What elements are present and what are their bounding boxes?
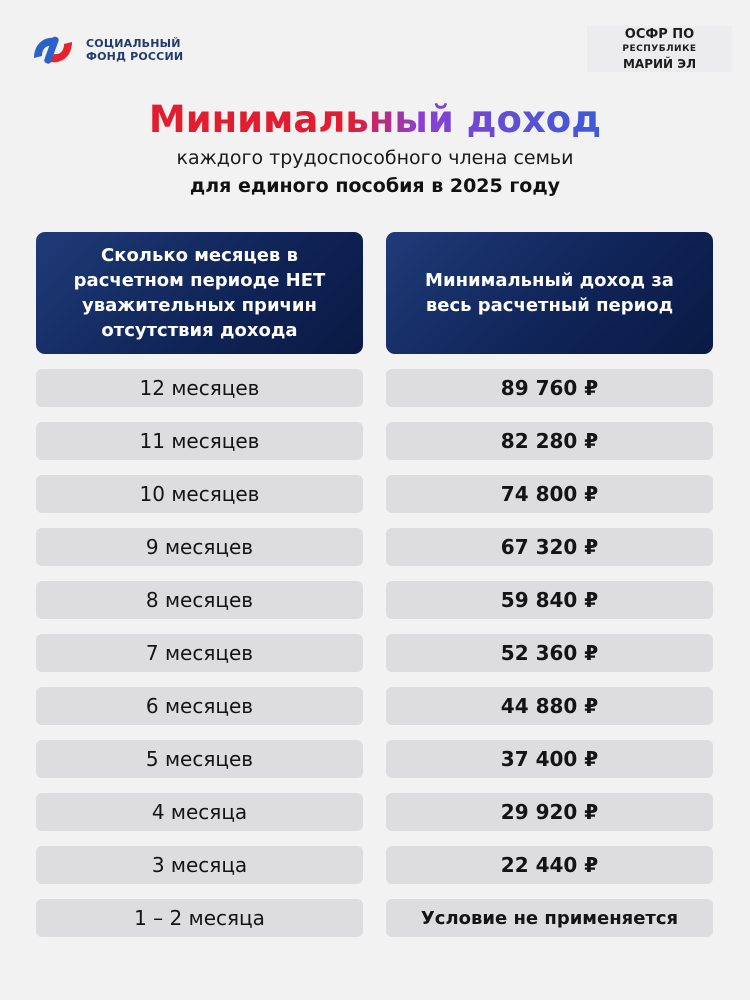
table-row xyxy=(0,475,750,513)
subtitle-1: каждого трудоспособного члена семьи xyxy=(176,147,574,169)
table-row xyxy=(0,634,750,672)
months-cell: 8 месяцев xyxy=(36,581,363,619)
income-cell: 52 360 ₽ xyxy=(386,634,713,672)
sfr-logo xyxy=(28,30,183,70)
table-row xyxy=(0,422,750,460)
income-cell: 59 840 ₽ xyxy=(386,581,713,619)
table-row xyxy=(0,581,750,619)
subtitle-2: для единого пособия в 2025 году xyxy=(189,175,561,197)
months-cell: 3 месяца xyxy=(36,846,363,884)
table-row xyxy=(0,369,750,407)
column-header-months: Сколько месяцев в расчетном периоде НЕТ уважительных причин отсутствия дохода xyxy=(36,232,363,354)
income-cell: 67 320 ₽ xyxy=(386,528,713,566)
table-row xyxy=(0,528,750,566)
table-row xyxy=(0,846,750,884)
logo-line-1: СОЦИАЛЬНЫЙ xyxy=(86,37,181,50)
income-cell: 74 800 ₽ xyxy=(386,475,713,513)
income-cell: 29 920 ₽ xyxy=(386,793,713,831)
income-cell: 82 280 ₽ xyxy=(386,422,713,460)
region-line-1: ОСФР ПО xyxy=(624,27,695,42)
header xyxy=(0,0,750,90)
months-cell: 1 – 2 месяца xyxy=(36,899,363,937)
income-cell: 22 440 ₽ xyxy=(386,846,713,884)
months-cell: 5 месяцев xyxy=(36,740,363,778)
months-cell: 4 месяца xyxy=(36,793,363,831)
months-cell: 11 месяцев xyxy=(36,422,363,460)
income-cell: 44 880 ₽ xyxy=(386,687,713,725)
sfr-logo-icon xyxy=(28,30,78,70)
income-cell: 37 400 ₽ xyxy=(386,740,713,778)
table-row xyxy=(0,740,750,778)
region-line-3: МАРИЙ ЭЛ xyxy=(622,57,697,71)
table-row xyxy=(0,899,750,937)
region-line-2: РЕСПУБЛИКЕ xyxy=(622,44,697,54)
table-row xyxy=(0,687,750,725)
months-cell: 6 месяцев xyxy=(36,687,363,725)
logo-text xyxy=(86,37,183,63)
title-block xyxy=(0,96,750,200)
income-cell: 89 760 ₽ xyxy=(386,369,713,407)
logo-line-2: ФОНД РОССИИ xyxy=(86,50,184,63)
months-cell: 9 месяцев xyxy=(36,528,363,566)
column-header-income: Минимальный доход за весь расчетный период xyxy=(386,232,713,354)
months-cell: 10 месяцев xyxy=(36,475,363,513)
months-cell: 12 месяцев xyxy=(36,369,363,407)
region-label xyxy=(587,26,732,72)
income-cell: Условие не применяется xyxy=(386,899,713,937)
months-cell: 7 месяцев xyxy=(36,634,363,672)
page-title: Минимальный доход xyxy=(149,96,601,144)
income-table xyxy=(0,369,750,952)
table-row xyxy=(0,793,750,831)
